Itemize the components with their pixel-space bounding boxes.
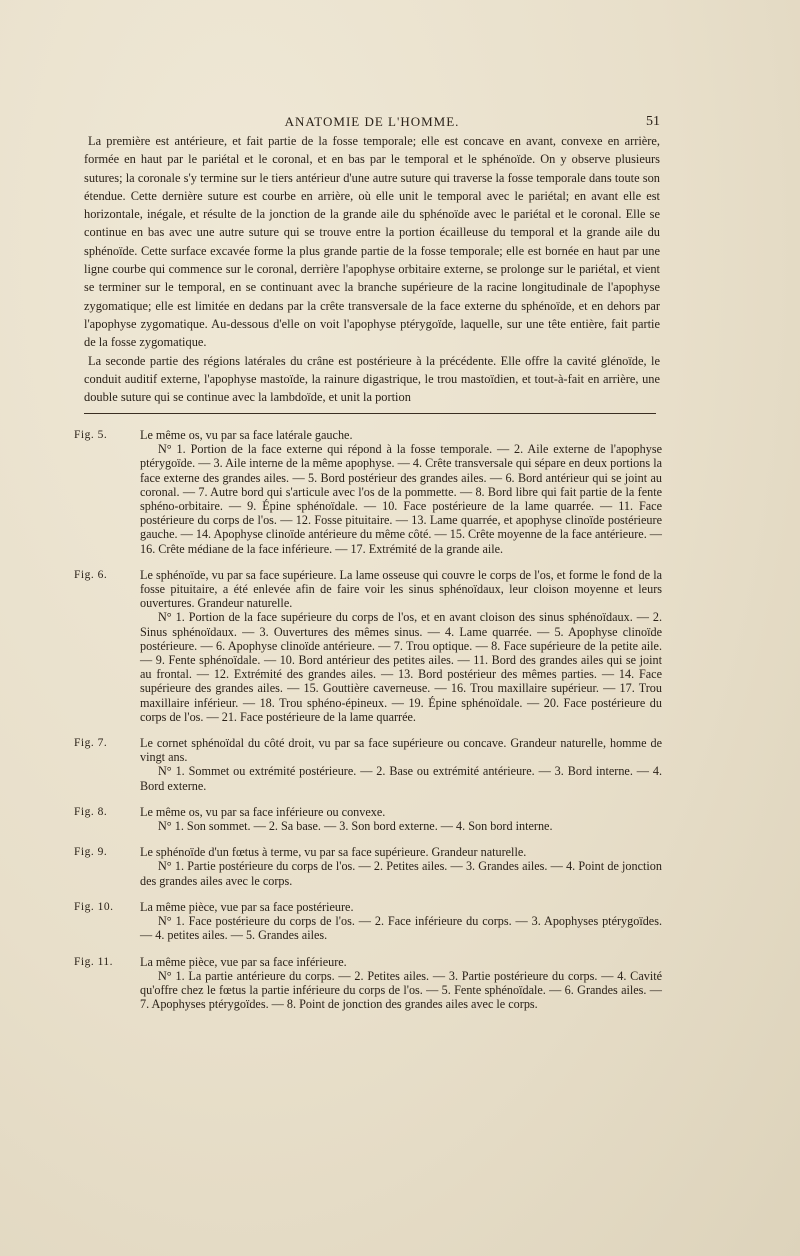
paragraph: La première est antérieure, et fait partie de la fosse temporale; elle est concave en avant, convexe en arrière, formée en haut par le pariétal et le coronal, et en bas par le temporal et le sphénoïde. On y observe plusieurs sutures; la coronale s'y termine sur le tiers antérieur d'une autre suture qui traverse la fosse temporale dans toute son étendue. Cette dernière suture est courbe en arrière, où elle unit le temporal avec le pariétal; en avant elle est horizontale, inégale, et résulte de la jonction de la grande aile du sphénoïde avec le pariétal et le coronal. Elle se continue en bas avec une autre suture qui se trouve entre la portion écailleuse du temporal et la grande aile du sphénoïde. Cette surface excavée forme la plus grande partie de la fosse temporale; elle est bornée en haut par une ligne courbe qui commence sur le coronal, derrière l'apophyse orbitaire externe, se prolonge sur le pariétal, et vient se terminer sur le temporal, en se continuant avec la branche supérieure de la racine longitudinale de l'apophyse zygomatique; elle est limitée en dedans par la crête transversale de la face externe du sphénoïde, et en dehors par l'apophyse zygomatique. Au-dessous d'elle on voit l'apophyse ptérygoïde, laquelle, sur une tête entière, fait partie de la fosse zygomatique. [84,134,660,350]
section-divider [84,413,656,414]
paragraph: La seconde partie des régions latérales du crâne est postérieure à la précédente. Elle offre la cavité glénoïde, le conduit auditif externe, l'apophyse mastoïde, la rainure digastrique, le trou mastoïdien, et tout-à-fait en arrière, une double suture qui se continue avec la lambdoïde, et unit la portion [84,353,660,405]
figure-label: Fig. 8. [74,805,108,818]
figure-label: Fig. 9. [74,846,108,859]
figure-items: N° 1. Portion de la face supérieure du corps de l'os, et en avant cloison des sinus sphénoïdaux. — 2. Sinus sphénoïdaux. — 3. Ouvertures des mêmes sinus. — 4. Lame quarrée. — 5. Apophyse clinoïde postérieure. — 6. Apophyse clinoïde antérieure. — 7. Trou optique. — 8. Face supérieure de la petite aile. — 9. Fente sphénoïdale. — 10. Bord antérieur des petites ailes. — 11. Bord des grandes ailes qui se joint au frontal. — 12. Extrémité des grandes ailes. — 13. Bord postérieur des mêmes parties. — 14. Face supérieure des grandes ailes. — 15. Gouttière caverneuse. — 16. Trou maxillaire supérieur. — 17. Trou maxillaire inférieur. — 18. Trou sphéno-épineux. — 19. Épine sphénoïdale. — 20. Face postérieure du corps de l'os. — 21. Face postérieure de la lame quarrée. [140,610,662,724]
figure-caption: Le sphénoïde, vu par sa face supérieure. La lame osseuse qui couvre le corps de l'os, et forme le fond de la fosse pituitaire, a été enlevée afin de faire voir les sinus sphénoïdaux, leur cloison moyenne et leurs ouvertures. Grandeur naturelle. [140,567,662,611]
running-head: ANATOMIE DE L'HOMME. [284,114,460,129]
figure-caption: Le cornet sphénoïdal du côté droit, vu par sa face supérieure ou concave. Grandeur naturelle, homme de vingt ans. [140,736,662,765]
page-number: 51 [646,114,660,129]
figure-description [140,736,662,793]
figure-label: Fig. 11. [74,955,114,968]
figure-label: Fig. 10. [74,900,114,913]
figure-legend [74,845,662,888]
figure-items: N° 1. Son sommet. — 2. Sa base. — 3. Son bord externe. — 4. Son bord interne. [158,819,553,834]
figure-caption: Le même os, vu par sa face latérale gauche. [140,428,353,442]
figure-legend [74,805,662,833]
figure-caption: Le sphénoïde d'un fœtus à terme, vu par sa face supérieure. Grandeur naturelle. [140,845,527,860]
figure-label: Fig. 6. [74,568,108,581]
figure-label: Fig. 5. [74,429,108,441]
figure-caption: La même pièce, vue par sa face inférieure. [140,954,347,969]
figure-items: N° 1. Sommet ou extrémité postérieure. — 2. Base ou extrémité antérieure. — 3. Bord interne. — 4. Bord externe. [140,764,662,793]
figure-items: N° 1. Portion de la face externe qui répond à la fosse temporale. — 2. Aile externe de l'apophyse ptérygoïde. — 3. Aile interne de la même apophyse. — 4. Crête transversale qui sépare en deux portions la face externe des grandes ailes. — 5. Bord postérieur des grandes ailes. — 6. Bord antérieur qui se joint au coronal. — 7. Autre bord qui s'articule avec l'os de la pommette. — 8. Bord libre qui fait partie de la fente sphéno-orbitaire. — 9. Épine sphénoïdale. — 10. Face postérieure de la lame quarrée. — 11. Face postérieure du corps de l'os. — 12. Fosse pituitaire. — 13. Lame quarrée, et apophyse clinoïde postérieure gauche. — 14. Apophyse clinoïde antérieure du même côté. — 15. Crête moyenne de la face antérieure. — 16. Crête médiane de la face inférieure. — 17. Extrémité de la grande aile. [140,442,662,556]
figure-description [140,900,662,943]
figure-legend [74,955,662,1012]
figure-caption: Le même os, vu par sa face inférieure ou convexe. [140,804,386,819]
figure-items: N° 1. La partie antérieure du corps. — 2. Petites ailes. — 3. Partie postérieure du corps. — 4. Cavité qu'offre chez le fœtus la partie inférieure du corps de l'os. — 5. Fente sphénoïdale. — 6. Grandes ailes. — 7. Apophyses ptérygoïdes. — 8. Point de jonction des grandes ailes avec le corps. [140,968,662,1012]
figure-description [140,805,662,833]
figure-description [140,428,662,556]
figure-legends [74,428,662,1023]
figure-description [140,845,662,888]
figure-legend [74,428,662,556]
figure-legend [74,736,662,793]
figure-legend [74,900,662,943]
figure-description [140,955,662,1012]
figure-caption: La même pièce, vue par sa face postérieure. [140,899,354,914]
figure-items: N° 1. Face postérieure du corps de l'os. — 2. Face inférieure du corps. — 3. Apophyses ptérygoïdes. — 4. petites ailes. — 5. Grandes ailes. [140,914,662,943]
figure-items: N° 1. Partie postérieure du corps de l'os. — 2. Petites ailes. — 3. Grandes ailes. — 4. Point de jonction des grandes ailes avec le corps. [140,859,662,888]
figure-description [140,568,662,724]
body-text [84,132,660,406]
figure-legend [74,568,662,724]
figure-label: Fig. 7. [74,737,108,750]
